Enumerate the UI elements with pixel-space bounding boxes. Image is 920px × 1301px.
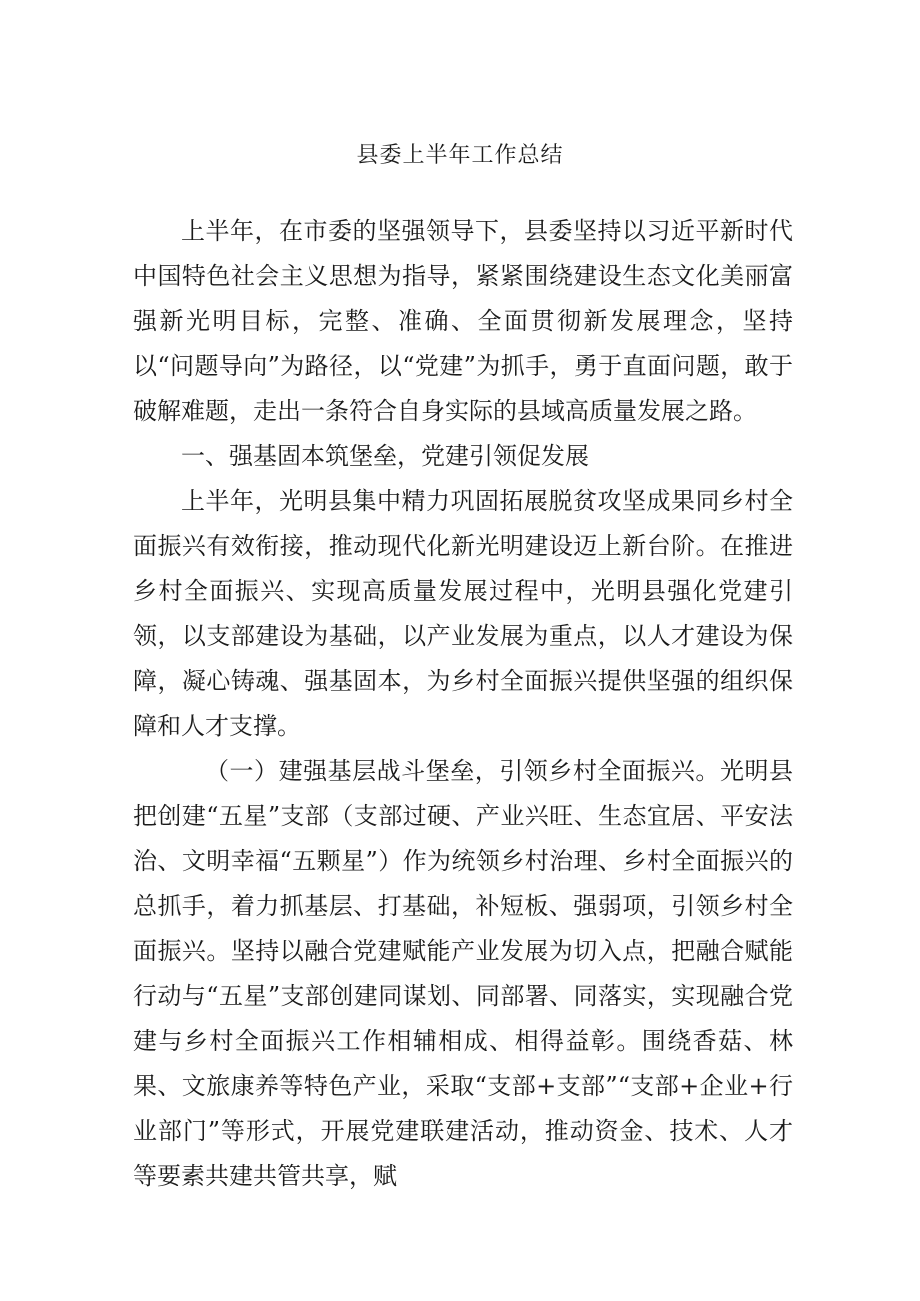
document-title: 县委上半年工作总结	[356, 143, 564, 168]
subsection-1-paragraph: （一）建强基层战斗堡垒，引领乡村全面振兴。光明县把创建“五星”支部（支部过硬、产业兴旺、生态宜居、平安法治、文明幸福“五颗星”）作为统领乡村治理、乡村全面振兴的总抓手，着力抓基层、打基础，补短板、强弱项，引领乡村全面振兴。坚持以融合党建赋能产业发展为切入点，把融合赋能行动与“五星”支部创建同谋划、同部署、同落实，实现融合党建与乡村全面振兴工作相辅相成、相得益彰。围绕香菇、林果、文旅康养等特色产业，采取“支部+支部”“支部+企业+行业部门”等形式，开展党建联建活动，推动资金、技术、人才等要素共建共管共享，赋	[133, 757, 793, 1190]
section-1-paragraph: 上半年，光明县集中精力巩固拓展脱贫攻坚成果同乡村全面振兴有效衔接，推动现代化新光明建设迈上新台阶。在推进乡村全面振兴、实现高质量发展过程中，光明县强化党建引领，以支部建设为基础，以产业发展为重点，以人才建设为保障，凝心铸魂、强基固本，为乡村全面振兴提供坚强的组织保障和人才支撑。	[133, 487, 793, 740]
intro-paragraph: 上半年，在市委的坚强领导下，县委坚持以习近平新时代中国特色社会主义思想为指导，紧紧围绕建设生态文化美丽富强新光明目标，完整、准确、全面贯彻新发展理念，坚持以“问题导向”为路径，以“党建”为抓手，勇于直面问题，敢于破解难题，走出一条符合自身实际的县域高质量发展之路。	[133, 217, 793, 425]
document-body	[133, 209, 793, 1199]
section-heading-1: 一、强基固本筑堡垒，党建引领促发展	[181, 442, 589, 470]
